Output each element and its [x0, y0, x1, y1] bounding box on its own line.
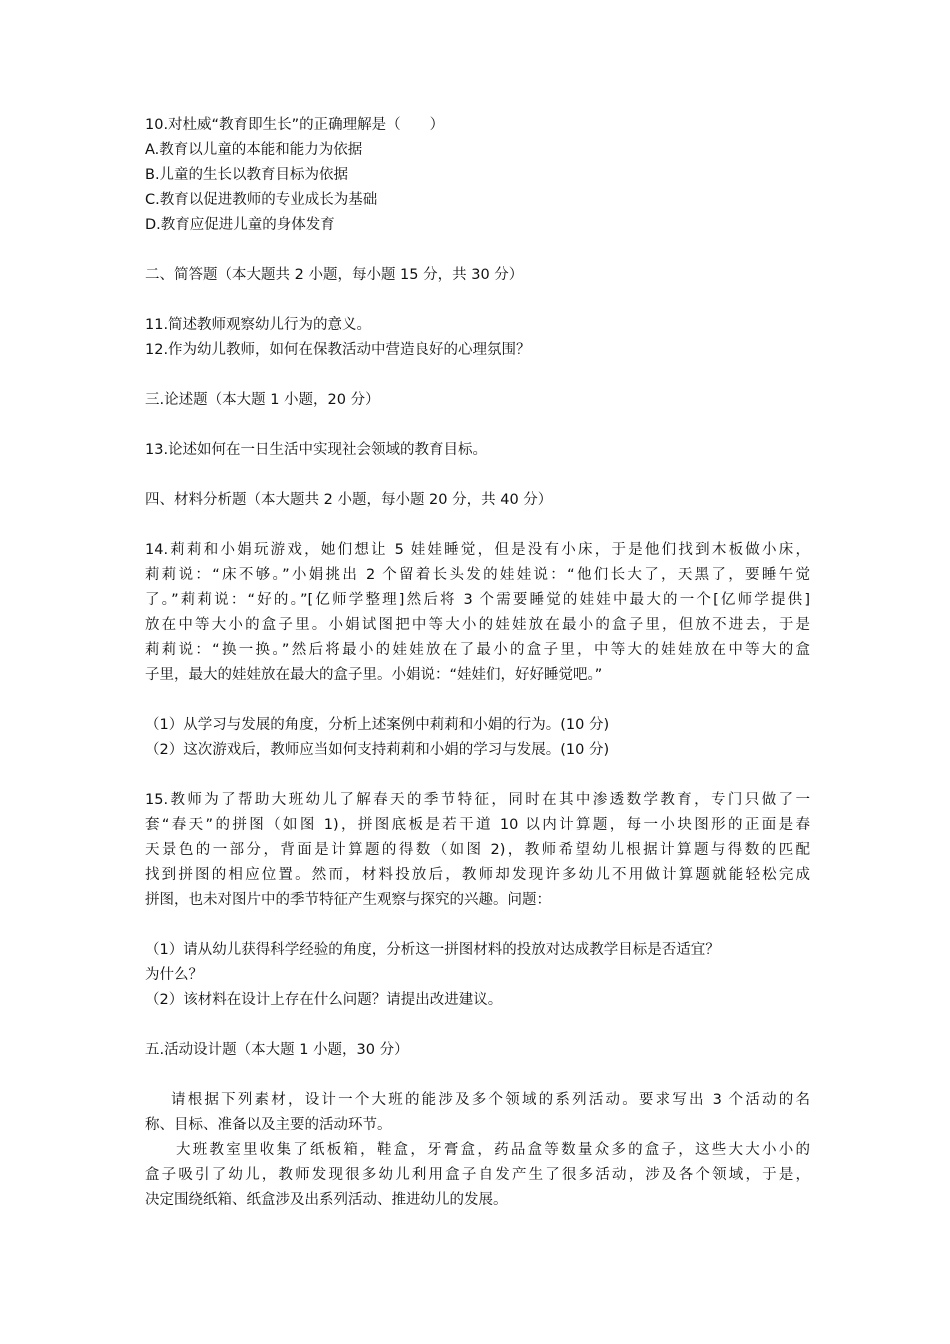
q10-option-b: B.儿童的生长以教育目标为依据	[145, 167, 349, 183]
spacer	[145, 1063, 810, 1088]
q10-option-c: C.教育以促进教师的专业成长为基础	[145, 192, 378, 208]
q15-sub-1: （1）请从幼儿获得科学经验的角度，分析这一拼图材料的投放对达成教学目标是否适宜？	[145, 942, 720, 958]
q14-line: 莉莉说：“换一换。”然后将最小的娃娃放在了最小的盒子里，中等大的娃娃放在中等大的盒	[145, 642, 810, 658]
spacer	[145, 288, 810, 313]
q11: 11.简述教师观察幼儿行为的意义。	[145, 317, 372, 333]
document-page	[145, 113, 810, 1213]
section4-heading: 四、材料分析题（本大题共 2 小题，每小题 20 分，共 40 分）	[145, 492, 553, 508]
q14-line: 放在中等大小的盒子里。小娟试图把中等大小的娃娃放在最小的盒子里，但放不进去，于是	[145, 617, 810, 633]
q13: 13.论述如何在一日生活中实现社会领域的教育目标。	[145, 442, 488, 458]
q15-line: 15.教师为了帮助大班幼儿了解春天的季节特征，同时在其中渗透数学教育，专门只做了一	[145, 792, 810, 808]
section2-heading: 二、简答题（本大题共 2 小题，每小题 15 分，共 30 分）	[145, 267, 524, 283]
spacer	[145, 913, 810, 938]
spacer	[145, 413, 810, 438]
q15-sub-2: （2）该材料在设计上存在什么问题？请提出改进建议。	[145, 992, 503, 1008]
q14-line: 莉莉说：“床不够。”小娟挑出 2 个留着长头发的娃娃说：“他们长大了，天黑了，要睡午觉	[145, 567, 810, 583]
section5-heading: 五.活动设计题（本大题 1 小题，30 分）	[145, 1042, 409, 1058]
section5-paragraph-1-line: 称、目标、准备以及主要的活动环节。	[145, 1117, 392, 1133]
q12: 12.作为幼儿教师，如何在保教活动中营造良好的心理氛围？	[145, 342, 531, 358]
q15-line: 找到拼图的相应位置。然而，材料投放后，教师却发现许多幼儿不用做计算题就能轻松完成	[145, 867, 810, 883]
q14-sub-2: （2）这次游戏后，教师应当如何支持莉莉和小娟的学习与发展。(10 分)	[145, 742, 610, 758]
q10-stem: 10.对杜威“教育即生长”的正确理解是（ ）	[145, 117, 445, 133]
spacer	[145, 513, 810, 538]
section5-paragraph-2-line: 决定围绕纸箱、纸盒涉及出系列活动、推进幼儿的发展。	[145, 1192, 508, 1208]
section5-paragraph-2-line: 盒子吸引了幼儿，教师发现很多幼儿利用盒子自发产生了很多活动，涉及各个领域，于是，	[145, 1167, 810, 1183]
spacer	[145, 463, 810, 488]
q15-line: 套“春天”的拼图（如图 1)，拼图底板是若干道 10 以内计算题，每一小块图形的正面是春	[145, 817, 810, 833]
section5-paragraph-1-line: 请根据下列素材，设计一个大班的能涉及多个领域的系列活动。要求写出 3 个活动的名	[171, 1092, 810, 1108]
q10-option-d: D.教育应促进儿童的身体发育	[145, 217, 335, 233]
q14-sub-1: （1）从学习与发展的角度，分析上述案例中莉莉和小娟的行为。(10 分)	[145, 717, 610, 733]
q15-line: 拼图，也未对图片中的季节特征产生观察与探究的兴趣。问题：	[145, 892, 551, 908]
q10-option-a: A.教育以儿童的本能和能力为依据	[145, 142, 363, 158]
spacer	[145, 688, 810, 713]
q15-line: 天景色的一部分，背面是计算题的得数（如图 2)，教师希望幼儿根据计算题与得数的匹配	[145, 842, 810, 858]
q14-line: 子里，最大的娃娃放在最大的盒子里。小娟说：“娃娃们，好好睡觉吧。”	[145, 667, 603, 683]
spacer	[145, 363, 810, 388]
section3-heading: 三.论述题（本大题 1 小题，20 分）	[145, 392, 380, 408]
spacer	[145, 1013, 810, 1038]
spacer	[145, 238, 810, 263]
q14-line: 14.莉莉和小娟玩游戏，她们想让 5 娃娃睡觉，但是没有小床，于是他们找到木板做小床，	[145, 542, 810, 558]
q14-line: 了。”莉莉说：“好的。”[亿师学整理]然后将 3 个需要睡觉的娃娃中最大的一个[亿师学提供]	[145, 592, 810, 608]
spacer	[145, 763, 810, 788]
q15-sub-1-cont: 为什么？	[145, 967, 203, 983]
section5-paragraph-2-line: 大班教室里收集了纸板箱，鞋盒，牙膏盒，药品盒等数量众多的盒子，这些大大小小的	[176, 1142, 810, 1158]
